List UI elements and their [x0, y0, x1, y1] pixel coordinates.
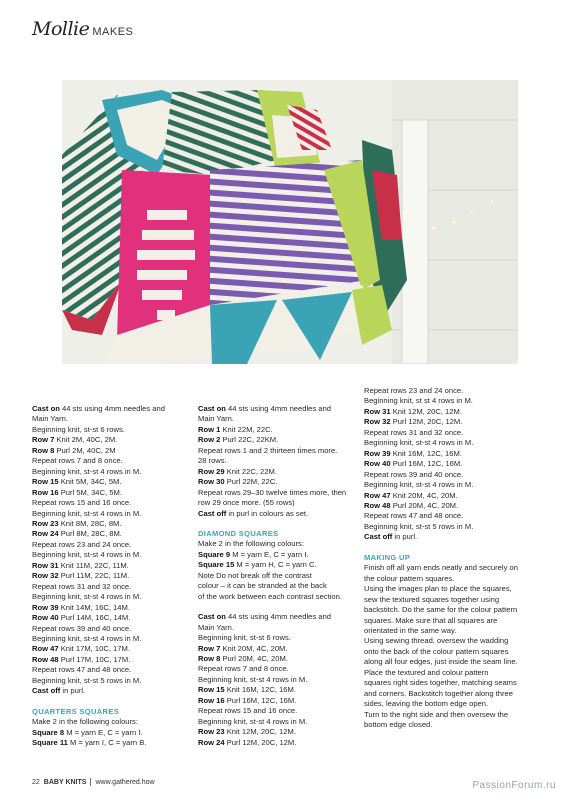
instruction-text: Purl 12M, 20C, 12M. [224, 737, 297, 747]
instruction-line [364, 407, 524, 417]
instruction-line [32, 498, 192, 508]
instruction-line [364, 563, 524, 573]
instruction-line [32, 446, 192, 456]
instruction-line [198, 644, 358, 654]
instruction-line [364, 396, 524, 406]
instruction-line [32, 467, 192, 477]
instruction-text: Make 2 in the following colours: [32, 717, 138, 727]
instruction-line [32, 582, 192, 592]
instruction-line [32, 644, 192, 654]
instruction-text: the colour pattern squares. [364, 573, 455, 583]
instruction-label: Row 16 [32, 487, 59, 497]
instruction-line [32, 634, 192, 644]
instruction-text: row 29 once more. (55 rows) [198, 498, 295, 508]
instruction-text: Using the images plan to place the squares, [364, 584, 512, 594]
instruction-line [32, 707, 192, 717]
instruction-text: Using sewing thread, oversew the wadding [364, 636, 509, 646]
instruction-text: Repeat rows 47 and 48 once. [32, 665, 132, 675]
instruction-text: M = yarn H, C = yarn C. [234, 560, 317, 570]
instruction-line [198, 727, 358, 737]
instruction-label: Row 24 [198, 737, 225, 747]
instruction-text: Repeat rows 31 and 32 once. [32, 581, 132, 591]
instruction-line [198, 612, 358, 622]
instruction-text: backstitch. Do the same for the colour pattern [364, 605, 518, 615]
instruction-label: Row 48 [32, 654, 59, 664]
instruction-label: Row 2 [198, 435, 221, 445]
instruction-label: Row 29 [198, 466, 225, 476]
instruction-line [364, 480, 524, 490]
instruction-line [32, 519, 192, 529]
section-heading: DIAMOND SQUARES [198, 528, 279, 538]
instruction-line [198, 633, 358, 643]
instruction-line [32, 665, 192, 675]
instruction-line [198, 738, 358, 748]
instruction-line [32, 592, 192, 602]
instruction-line [198, 414, 358, 424]
instruction-line [364, 522, 524, 532]
instruction-text: Beginning knit, st-st 4 rows in M. [198, 674, 308, 684]
paragraph-gap [32, 697, 192, 707]
instruction-text: Knit 17M, 10C, 17M. [58, 644, 130, 654]
instruction-text: Repeat rows 23 and 24 once. [32, 539, 132, 549]
instruction-text: orientated in the same way. [364, 625, 457, 635]
instruction-text: Purl 20M, 4C, 20M. [390, 500, 459, 510]
instruction-label: Row 30 [198, 477, 225, 487]
instruction-text: Purl 20M, 4C, 20M. [220, 653, 288, 663]
instruction-line [364, 438, 524, 448]
instruction-text: Repeat rows 7 and 8 once. [198, 664, 289, 674]
instruction-label: Cast on [198, 612, 226, 622]
instruction-text: Purl 16M, 12C, 16M. [224, 695, 297, 705]
instruction-text: Purl 22M, 22C. [224, 477, 278, 487]
instruction-text: colour – it can be stranded at the back [198, 581, 327, 591]
instruction-line [364, 647, 524, 657]
instruction-line [32, 509, 192, 519]
footer-divider [90, 778, 91, 786]
site-url[interactable]: www.gathered.how [95, 778, 155, 786]
instruction-label: Row 23 [32, 518, 59, 528]
instruction-line [198, 706, 358, 716]
instruction-text: sew the textured squares together using [364, 594, 500, 604]
instruction-text: along all four edges, just inside the seam line. [364, 657, 518, 667]
instruction-text: M = yarn E, C = yarn I. [230, 549, 309, 559]
paragraph-gap [364, 543, 524, 553]
instruction-line [198, 456, 358, 466]
instruction-line [364, 710, 524, 720]
instruction-label: Cast off [198, 508, 227, 518]
instruction-text: Beginning knit, st-st 4 rows in M. [32, 592, 142, 602]
instruction-label: Row 8 [32, 445, 55, 455]
instruction-line [198, 717, 358, 727]
instruction-line [364, 689, 524, 699]
instruction-label: Row 40 [32, 613, 59, 623]
instruction-line [198, 539, 358, 549]
instruction-text: Beginning knit, st-st 5 rows in M. [364, 521, 474, 531]
instruction-text: Knit 14M, 16C, 14M. [58, 602, 130, 612]
instruction-label: Square 11 [32, 738, 68, 748]
instruction-line [198, 685, 358, 695]
instruction-label: Row 15 [32, 477, 59, 487]
instruction-line [198, 623, 358, 633]
instruction-line [364, 574, 524, 584]
instruction-text: M = yarn E, C = yarn I. [64, 727, 143, 737]
instruction-line [32, 550, 192, 560]
instruction-label: Row 7 [198, 643, 221, 653]
instruction-line [32, 686, 192, 696]
paragraph-gap [198, 519, 358, 529]
instruction-line [198, 498, 358, 508]
instruction-text: Beginning knit, st-st 5 rows in M. [32, 675, 142, 685]
instruction-label: Row 39 [364, 448, 391, 458]
instruction-text: Knit 20M, 4C, 20M. [220, 643, 288, 653]
instructions-column-1 [32, 404, 192, 749]
instruction-line [364, 584, 524, 594]
instruction-line [364, 699, 524, 709]
instruction-line [364, 720, 524, 730]
instruction-label: Row 24 [32, 529, 59, 539]
instruction-text: Purl 12M, 20C, 12M. [390, 417, 463, 427]
instruction-text: Purl 17M, 10C, 17M. [58, 654, 131, 664]
instruction-text: Knit 2M, 40C, 2M. [54, 435, 118, 445]
instruction-line [32, 603, 192, 613]
instruction-label: Cast on [198, 404, 226, 413]
instruction-label: Row 23 [198, 727, 225, 737]
instruction-text: Knit 22C, 22M. [224, 466, 277, 476]
instruction-line [32, 624, 192, 634]
instruction-line [364, 678, 524, 688]
instruction-text: Repeat rows 7 and 8 once. [32, 456, 123, 466]
instruction-line [32, 404, 192, 414]
instruction-line [364, 501, 524, 511]
instruction-text: squares. Make sure that all squares are [364, 615, 498, 625]
instruction-text: 44 sts using 4mm needles and [59, 404, 165, 413]
instruction-text: Purl 2M, 40C, 2M [54, 445, 116, 455]
instruction-label: Row 47 [32, 644, 59, 654]
instruction-line [32, 414, 192, 424]
instruction-text: Purl 8M, 28C, 8M. [58, 529, 122, 539]
instruction-label: Row 15 [198, 685, 225, 695]
instruction-text: Repeat rows 15 and 16 once. [198, 706, 298, 716]
instruction-line [364, 532, 524, 542]
instruction-line [198, 571, 358, 581]
logo-script: Mollie [32, 18, 90, 40]
instruction-line [198, 550, 358, 560]
instruction-text: Knit 20M, 4C, 20M. [390, 490, 458, 500]
instruction-line [364, 605, 524, 615]
instruction-label: Row 32 [32, 571, 59, 581]
instruction-line [198, 675, 358, 685]
instruction-text: Knit 12M, 20C, 12M. [390, 406, 462, 416]
instruction-text: Knit 8M, 28C, 8M. [58, 518, 122, 528]
section-name: BABY KNITS [43, 778, 87, 786]
instruction-text: Repeat rows 39 and 40 once. [32, 623, 132, 633]
instruction-line [32, 613, 192, 623]
instruction-text: Knit 16M, 12C, 16M. [224, 685, 296, 695]
instruction-text: Knit 5M, 34C, 5M. [58, 477, 122, 487]
instruction-line [364, 428, 524, 438]
instruction-line [198, 696, 358, 706]
instruction-text: Purl 5M, 34C, 5M. [58, 487, 122, 497]
instruction-text: Beginning knit, st-st 4 rows in M. [198, 716, 308, 726]
instruction-line [32, 676, 192, 686]
instruction-text: Purl 11M, 22C, 11M. [58, 571, 130, 581]
instruction-line [364, 470, 524, 480]
instruction-line [198, 529, 358, 539]
instruction-line [198, 467, 358, 477]
blanket-photo [62, 80, 518, 364]
instruction-text: Repeat rows 47 and 48 once. [364, 511, 464, 521]
instruction-label: Square 15 [198, 560, 235, 570]
instruction-text: Beginning knit, st-st 4 rows in M. [364, 480, 474, 490]
instruction-text: in purl. [392, 532, 418, 542]
instruction-text: Repeat rows 29–30 twelve times more, then [198, 487, 347, 497]
instruction-text: Repeat rows 15 and 16 once. [32, 498, 132, 508]
instruction-text: Beginning knit, st-st 4 rows in M. [32, 466, 142, 476]
instruction-line [364, 657, 524, 667]
instruction-line [198, 581, 358, 591]
instruction-text: Repeat rows 31 and 32 once. [364, 427, 464, 437]
paragraph-gap [198, 602, 358, 612]
instruction-line [198, 560, 358, 570]
instruction-line [364, 668, 524, 678]
instruction-label: Row 32 [364, 417, 391, 427]
instruction-text: squares right sides together, matching seams [364, 678, 517, 688]
instruction-label: Row 8 [198, 653, 221, 663]
instruction-label: Square 9 [198, 549, 231, 559]
instruction-label: Row 47 [364, 490, 391, 500]
instruction-label: Cast off [364, 532, 393, 542]
page-footer [32, 778, 155, 786]
instruction-label: Row 31 [364, 406, 391, 416]
instruction-text: in purl. [60, 686, 86, 696]
instruction-label: Cast on [32, 404, 60, 413]
instruction-text: Beginning knit, st st 4 rows in M. [364, 396, 473, 406]
instruction-text: Make 2 in the following colours: [198, 539, 304, 549]
instruction-line [198, 654, 358, 664]
instruction-label: Cast off [32, 686, 61, 696]
instruction-line [32, 728, 192, 738]
instruction-line [364, 449, 524, 459]
instruction-line [364, 491, 524, 501]
instruction-label: Row 31 [32, 560, 59, 570]
instruction-text: onto the back of the colour pattern squares [364, 646, 509, 656]
instruction-text: Purl 14M, 16C, 14M. [58, 613, 131, 623]
instruction-text: Beginning knit, st-st 4 rows in M. [364, 438, 474, 448]
instruction-text: Place the textured and colour pattern [364, 667, 489, 677]
instructions-column-3 [364, 386, 524, 731]
instruction-text: Repeat rows 1 and 2 thirteen times more. [198, 445, 338, 455]
instruction-line [364, 511, 524, 521]
instructions-column-2 [198, 404, 358, 748]
instruction-line [32, 456, 192, 466]
instruction-line [364, 616, 524, 626]
blanket-illustration [62, 80, 518, 364]
instruction-text: Repeat rows 39 and 40 once. [364, 469, 464, 479]
instruction-label: Row 40 [364, 459, 391, 469]
instruction-line [32, 738, 192, 748]
instruction-line [198, 592, 358, 602]
instruction-line [198, 477, 358, 487]
instruction-label: Row 16 [198, 695, 225, 705]
instruction-text: Knit 16M, 12C, 16M. [390, 448, 462, 458]
instruction-line [32, 571, 192, 581]
instruction-text: and corners. Backstitch together along three [364, 688, 514, 698]
instruction-text: Beginning knit, st-st 6 rows. [198, 633, 291, 643]
instruction-line [32, 529, 192, 539]
watermark: PassionForum.ru [472, 780, 556, 791]
instruction-line [198, 404, 358, 414]
instruction-text: bottom edge closed. [364, 720, 433, 730]
instruction-text: Purl 16M, 12C, 16M. [390, 459, 463, 469]
instruction-line [364, 386, 524, 396]
instruction-line [32, 435, 192, 445]
instruction-line [32, 488, 192, 498]
instruction-text: Knit 12M, 20C, 12M. [224, 727, 296, 737]
instruction-text: Note Do not break off the contrast [198, 570, 312, 580]
instruction-line [364, 626, 524, 636]
instruction-text: Beginning knit, st-st 4 rows in M. [32, 633, 142, 643]
instruction-text: Beginning knit, st-st 4 rows in M. [32, 550, 142, 560]
instruction-line [364, 417, 524, 427]
instruction-label: Row 7 [32, 435, 55, 445]
instruction-text: Finish off all yarn ends neatly and securely on [364, 563, 518, 573]
instruction-line [364, 636, 524, 646]
instruction-text: Beginning knit, st-st 4 rows in M. [32, 508, 142, 518]
instruction-text: Main Yarn. [32, 414, 69, 424]
instruction-text: Knit 22M, 22C. [220, 424, 273, 434]
instruction-line [198, 425, 358, 435]
logo-caps: MAKES [92, 26, 134, 38]
section-heading: QUARTERS SQUARES [32, 706, 120, 716]
instruction-text: Purl 22C, 22KM. [220, 435, 279, 445]
instruction-text: of the work between each contrast section. [198, 591, 342, 601]
instruction-label: Row 1 [198, 424, 221, 434]
instruction-label: Row 48 [364, 500, 391, 510]
instruction-text: 44 sts using 4mm needles and [225, 404, 331, 413]
instruction-line [364, 595, 524, 605]
instruction-text: sides, leaving the bottom edge open. [364, 699, 489, 709]
instruction-line [32, 425, 192, 435]
instruction-line [32, 540, 192, 550]
instruction-line [198, 435, 358, 445]
instruction-line [364, 553, 524, 563]
instruction-text: 44 sts using 4mm needles and [225, 612, 331, 622]
instruction-line [364, 459, 524, 469]
instruction-label: Row 39 [32, 602, 59, 612]
instruction-line [198, 488, 358, 498]
instruction-line [32, 717, 192, 727]
instruction-text: M = yarn I, C = yarn B. [67, 738, 147, 748]
instruction-text: Knit 11M, 22C, 11M. [58, 560, 129, 570]
page-number: 22 [32, 778, 40, 786]
magazine-logo [32, 18, 133, 40]
instruction-text: 28 rows. [198, 456, 227, 466]
section-heading: MAKING UP [364, 552, 411, 562]
instruction-line [32, 655, 192, 665]
instruction-text: Repeat rows 23 and 24 once. [364, 386, 464, 395]
instruction-text: in purl in colours as set. [226, 508, 309, 518]
instruction-text: Turn to the right side and then oversew the [364, 709, 509, 719]
instruction-text: Beginning knit, st-st 6 rows. [32, 424, 125, 434]
instruction-line [32, 477, 192, 487]
instruction-line [198, 509, 358, 519]
instruction-text: Main Yarn. [198, 622, 235, 632]
instruction-line [198, 664, 358, 674]
instruction-line [198, 446, 358, 456]
instruction-line [32, 561, 192, 571]
instruction-label: Square 8 [32, 727, 65, 737]
instruction-text: Main Yarn. [198, 414, 235, 424]
